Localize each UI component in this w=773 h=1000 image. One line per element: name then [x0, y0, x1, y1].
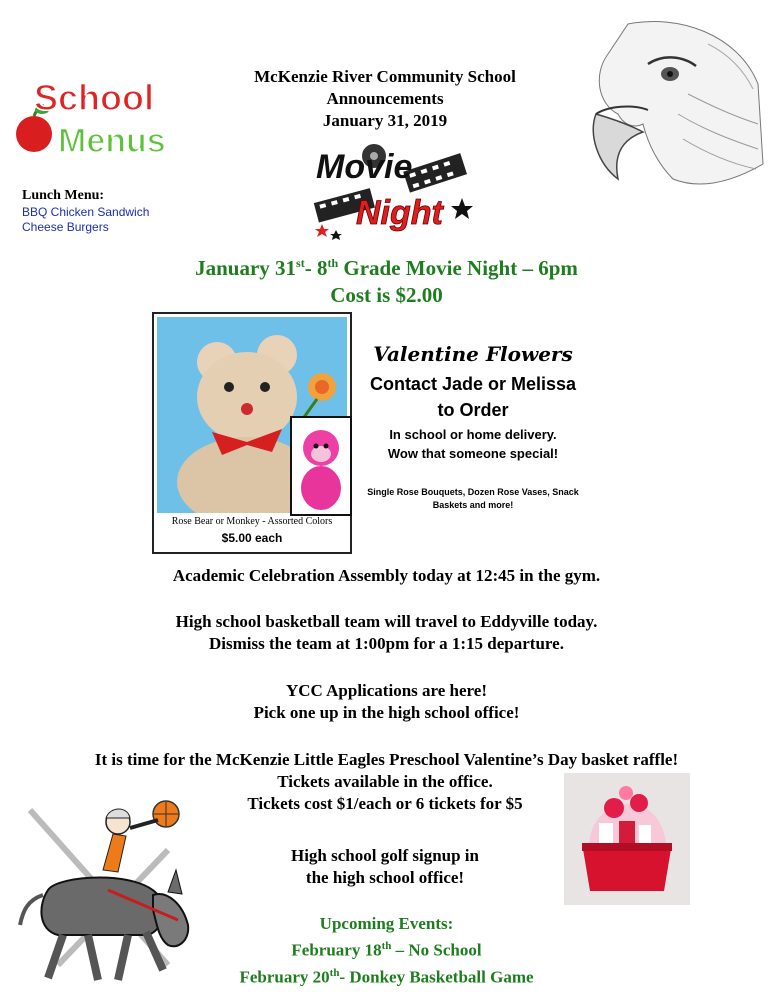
flyer-options-1: Single Rose Bouquets, Dozen Rose Vases, Snack	[367, 487, 579, 497]
flyer-contact: Contact Jade or Melissa	[369, 374, 577, 394]
movie-rest: Grade Movie Night – 6pm	[338, 256, 578, 280]
ycc-line-1: YCC Applications are here!	[285, 681, 487, 700]
raffle-details	[200, 771, 570, 815]
upcoming-events	[0, 913, 773, 988]
basketball-line-2: Dismiss the team at 1:00pm for a 1:15 departure.	[209, 634, 564, 653]
school-menus-logo	[12, 74, 190, 162]
raffle-line-2: Tickets available in the office.	[277, 772, 493, 791]
lunch-menu-title: Lunch Menu:	[22, 188, 105, 203]
ycc-announcement	[0, 680, 773, 724]
basketball-announcement	[0, 611, 773, 655]
movie-dash: - 8	[304, 256, 328, 280]
event-2-date: February 20	[239, 967, 330, 987]
flyer-to-order: to Order	[437, 400, 509, 420]
grade-superscript: th	[327, 256, 339, 270]
movie-night-logo	[312, 138, 474, 240]
flyer-options-2: Baskets and more!	[432, 500, 514, 510]
event-donkey-basketball	[0, 962, 773, 989]
event-1-desc: – No School	[391, 940, 482, 960]
event-1-date: February 18	[291, 940, 382, 960]
gift-price: $5.00 each	[221, 531, 283, 545]
raffle-announcement	[0, 749, 773, 771]
bear-photo-frame	[152, 312, 352, 554]
event-2-sup: th	[329, 966, 340, 979]
date-superscript: st	[296, 256, 305, 270]
pink-monkey-photo	[292, 418, 350, 514]
movie-date: January 31	[195, 256, 297, 280]
ycc-line-2: Pick one up in the high school office!	[253, 703, 520, 722]
movie-night-date-line	[0, 250, 773, 282]
golf-line-1: High school golf signup in	[290, 846, 479, 865]
gift-caption: Rose Bear or Monkey - Assorted Colors	[171, 516, 333, 527]
basketball-line-1: High school basketball team will travel to Eddyville today.	[175, 612, 598, 631]
valentine-flowers-flyer	[152, 312, 598, 552]
monkey-photo-frame	[290, 416, 352, 516]
events-title: Upcoming Events:	[319, 914, 454, 933]
event-2-desc: - Donkey Basketball Game	[339, 967, 534, 987]
raffle-basket-photo	[564, 773, 690, 905]
header-announcements: Announcements	[326, 89, 444, 108]
raffle-line-3: Tickets cost $1/each or 6 tickets for $5	[247, 794, 523, 813]
eagle-sketch	[588, 14, 766, 214]
assembly-announcement: Academic Celebration Assembly today at 12:45 in the gym.	[172, 566, 601, 585]
movie-night-cost: Cost is $2.00	[330, 283, 443, 307]
school-name: McKenzie River Community School	[254, 67, 516, 86]
movie-night-announcement	[0, 250, 773, 309]
golf-line-2: the high school office!	[305, 868, 465, 887]
flyer-wow: Wow that someone special!	[387, 446, 559, 461]
movie-logo-word: Movie	[316, 148, 413, 186]
flyer-title: Valentine Flowers	[373, 342, 573, 366]
header-date: January 31, 2019	[322, 111, 448, 130]
school-logo-word: School	[34, 77, 155, 118]
night-logo-word: Night	[356, 194, 443, 232]
flyer-delivery: In school or home delivery.	[389, 427, 557, 442]
golf-announcement	[200, 845, 570, 889]
event-1-sup: th	[381, 940, 392, 952]
announcement-header	[200, 66, 570, 132]
raffle-line-1: It is time for the McKenzie Little Eagles Preschool Valentine’s Day basket raffle!	[94, 750, 679, 769]
event-no-school	[0, 935, 773, 962]
menus-logo-word: Menus	[58, 122, 166, 160]
lunch-item: BBQ Chicken Sandwich	[22, 205, 150, 219]
lunch-item: Cheese Burgers	[22, 220, 109, 234]
